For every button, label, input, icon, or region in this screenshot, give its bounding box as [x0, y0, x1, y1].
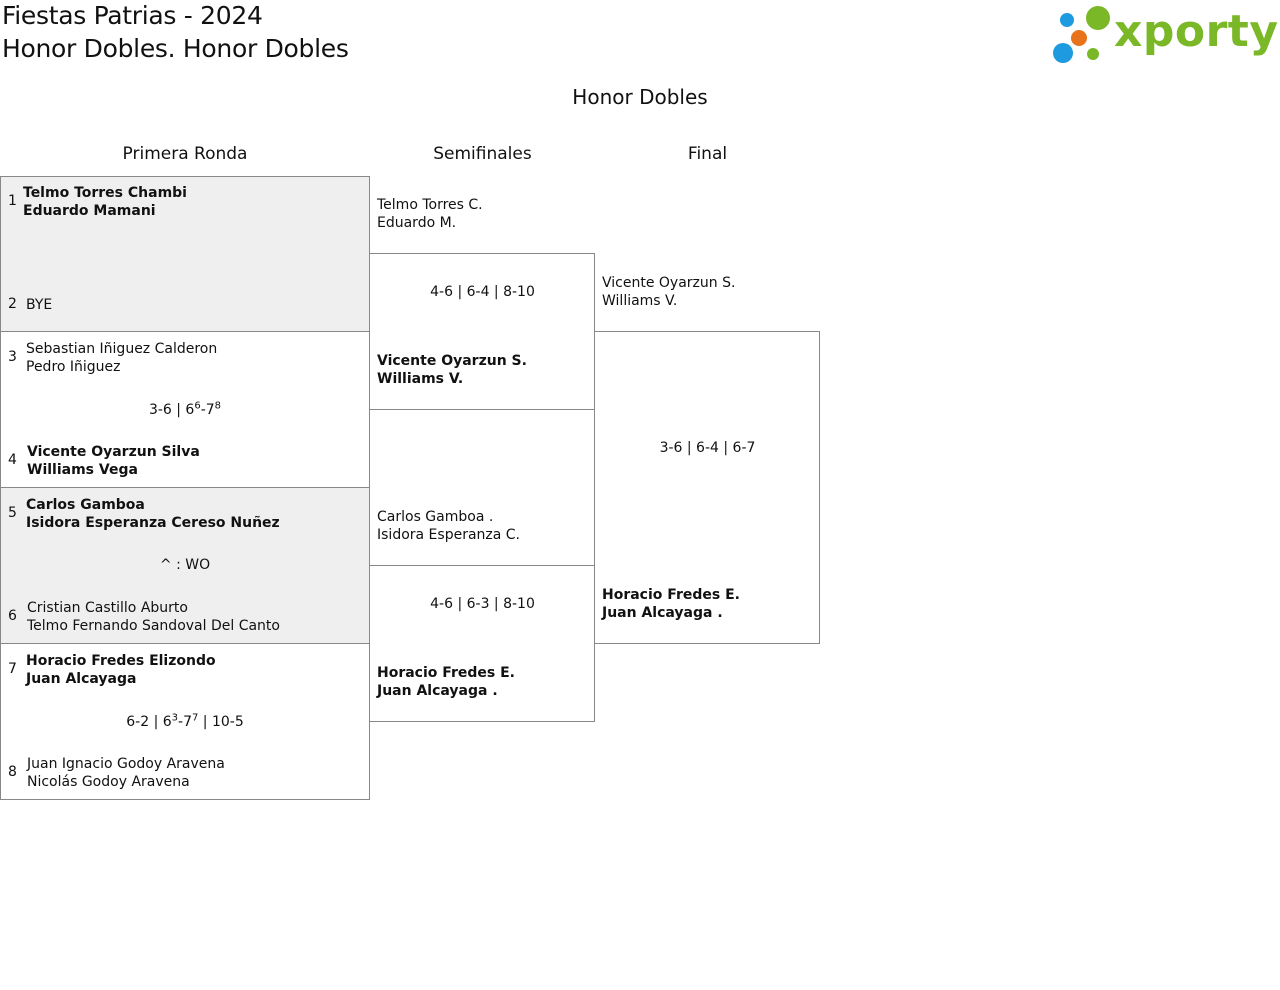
score-part: -7: [178, 714, 192, 730]
seed-number: 6: [8, 608, 17, 624]
team-entry: [26, 652, 216, 688]
team-entry: [27, 443, 200, 479]
player-name: Pedro Iñiguez: [26, 359, 121, 375]
player-name: Juan Alcayaga .: [377, 683, 498, 699]
seed-number: 2: [8, 296, 17, 312]
player-name: Telmo Torres Chambi: [23, 185, 187, 201]
player-name: Eduardo M.: [377, 215, 457, 231]
player-name: Horacio Fredes E.: [377, 665, 515, 681]
player-name: Eduardo Mamani: [23, 203, 156, 219]
tournament-title: Fiestas Patrias - 2024: [2, 1, 263, 30]
team-entry: [377, 196, 483, 232]
logo-text: xporty: [1114, 6, 1279, 57]
player-name: Isidora Esperanza Cereso Nuñez: [26, 515, 280, 531]
round-header-final: Final: [687, 144, 728, 164]
round-header-primera-ronda: Primera Ronda: [122, 144, 248, 164]
team-entry: [602, 274, 735, 310]
player-name: Williams V.: [377, 371, 464, 387]
team-entry: [27, 599, 280, 635]
player-name: Williams V.: [602, 293, 678, 309]
player-name: Telmo Fernando Sandoval Del Canto: [27, 618, 280, 634]
score-part: 3-6 | 6: [148, 402, 195, 418]
round-header-semifinales: Semifinales: [433, 144, 532, 164]
player-name: Horacio Fredes Elizondo: [26, 653, 216, 669]
seed-number: 7: [8, 661, 17, 677]
seed-number: 1: [8, 193, 17, 209]
player-name: Williams Vega: [27, 462, 138, 478]
event-title: Honor Dobles. Honor Dobles: [2, 34, 349, 63]
player-name: Juan Ignacio Godoy Aravena: [27, 756, 225, 772]
tiebreak-score: 6: [194, 400, 201, 412]
tiebreak-score: 8: [214, 400, 222, 412]
tiebreak-score: 3: [171, 712, 179, 724]
player-name: Sebastian Iñiguez Calderon: [26, 341, 218, 357]
team-entry: [602, 586, 740, 622]
team-entry: [27, 755, 225, 791]
player-name: Horacio Fredes E.: [602, 587, 740, 603]
team-entry: [26, 496, 280, 532]
match-score: [0, 714, 370, 730]
player-name: Telmo Torres C.: [377, 197, 483, 213]
player-name: Carlos Gamboa: [26, 497, 145, 513]
player-name: Nicolás Godoy Aravena: [27, 774, 190, 790]
draw-title: Honor Dobles: [572, 85, 708, 109]
player-name: Vicente Oyarzun S.: [602, 275, 736, 291]
seed-number: 3: [8, 349, 17, 365]
team-entry: [377, 352, 527, 388]
seed-number: 4: [8, 452, 17, 468]
score-part: -7: [200, 402, 215, 418]
player-name: Vicente Oyarzun S.: [377, 353, 527, 369]
player-name: Carlos Gamboa .: [377, 509, 494, 525]
score-part: | 10-5: [198, 714, 244, 730]
player-name: Cristian Castillo Aburto: [27, 600, 188, 616]
match-score: 3-6 | 6-4 | 6-7: [659, 440, 756, 456]
match-score: [0, 402, 370, 418]
player-name: Juan Alcayaga: [26, 671, 137, 687]
team-entry: [26, 340, 217, 376]
player-name: Juan Alcayaga .: [602, 605, 723, 621]
seed-number: 5: [8, 505, 17, 521]
team-entry: [377, 664, 515, 700]
team-entry: [377, 508, 520, 544]
player-name: Vicente Oyarzun Silva: [27, 444, 200, 460]
team-entry: [23, 184, 187, 220]
bye-label: BYE: [26, 297, 53, 313]
match-score: 4-6 | 6-4 | 8-10: [430, 284, 535, 300]
player-name: Isidora Esperanza C.: [377, 527, 521, 543]
tiebreak-score: 7: [191, 712, 199, 724]
seed-number: 8: [8, 764, 17, 780]
match-score: ^ : WO: [159, 557, 211, 573]
score-part: 6-2 | 6: [126, 714, 172, 730]
match-score: 4-6 | 6-3 | 8-10: [430, 596, 535, 612]
